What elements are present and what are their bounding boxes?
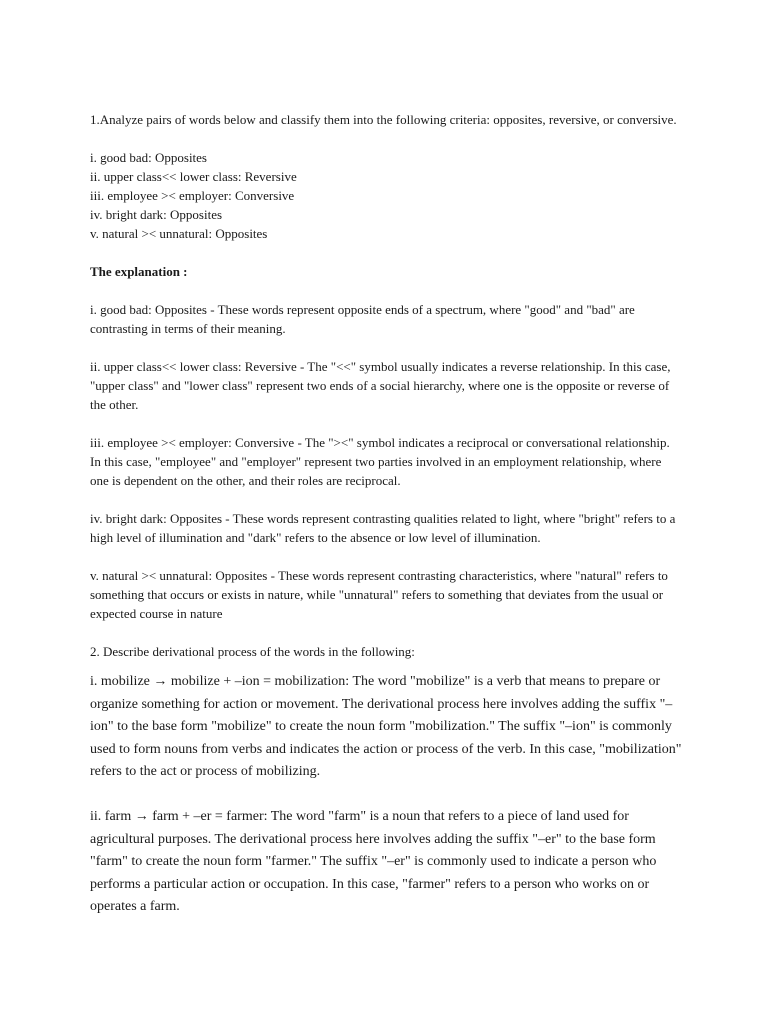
question-2-section <box>90 671 682 919</box>
question-2-prompt: 2. Describe derivational process of the words in the following: <box>90 644 415 659</box>
question-1-prompt: 1.Analyze pairs of words below and classify them into the following criteria: opposites, reversive, or conversive. <box>90 112 677 127</box>
classification-item-2: ii. upper class<< lower class: Reversive <box>90 169 297 184</box>
classification-item-1: i. good bad: Opposites <box>90 150 207 165</box>
classification-item-3: iii. employee >< employer: Conversive <box>90 188 295 203</box>
classification-item-5: v. natural >< unnatural: Opposites <box>90 226 268 241</box>
derivation-paragraph-1: i. mobilize → mobilize + –ion = mobilization: The word "mobilize" is a verb that means to prepare or organize something for action or movement. The derivational process here involves adding the suffix "–ion" to the base form "mobilize" to create the noun form "mobilization." The suffix "–ion" is commonly used to form nouns from verbs and indicates the action or process of the verb. In this case, "mobilization" refers to the act or process of mobilizing. <box>90 674 682 779</box>
explanation-heading: The explanation : <box>90 264 188 279</box>
explanation-paragraph-3: iii. employee >< employer: Conversive - The "><" symbol indicates a reciprocal or conversational relationship. In this case, "employee" and "employer" represent two parties involved in an employment relationship, where one is dependent on the other, and their roles are reciprocal. <box>90 435 670 488</box>
explanation-paragraph-1: i. good bad: Opposites - These words represent opposite ends of a spectrum, where "good" and "bad" are contrasting in terms of their meaning. <box>90 302 635 336</box>
classification-list <box>90 148 682 243</box>
question-1-section <box>90 110 682 661</box>
explanation-paragraph-4: iv. bright dark: Opposites - These words represent contrasting qualities related to light, where "bright" refers to a high level of illumination and "dark" refers to the absence or low level of illumination. <box>90 511 676 545</box>
document-page <box>90 110 682 919</box>
explanation-paragraph-5: v. natural >< unnatural: Opposites - These words represent contrasting characteristics, where "natural" refers to something that occurs or exists in nature, while "unnatural" refers to something that deviates from the usual or expected course in nature <box>90 568 668 621</box>
derivation-paragraph-2: ii. farm → farm + –er = farmer: The word "farm" is a noun that refers to a piece of land used for agricultural purposes. The derivational process here involves adding the suffix "–er" to the base form "farm" to create the noun form "farmer." The suffix "–er" is commonly used to indicate a person who performs a particular action or occupation. In this case, "farmer" refers to a person who works on or operates a farm. <box>90 809 657 914</box>
explanation-paragraph-2: ii. upper class<< lower class: Reversive - The "<<" symbol usually indicates a reverse relationship. In this case, "upper class" and "lower class" represent two ends of a social hierarchy, where one is the opposite or reverse of the other. <box>90 359 671 412</box>
classification-item-4: iv. bright dark: Opposites <box>90 207 223 222</box>
